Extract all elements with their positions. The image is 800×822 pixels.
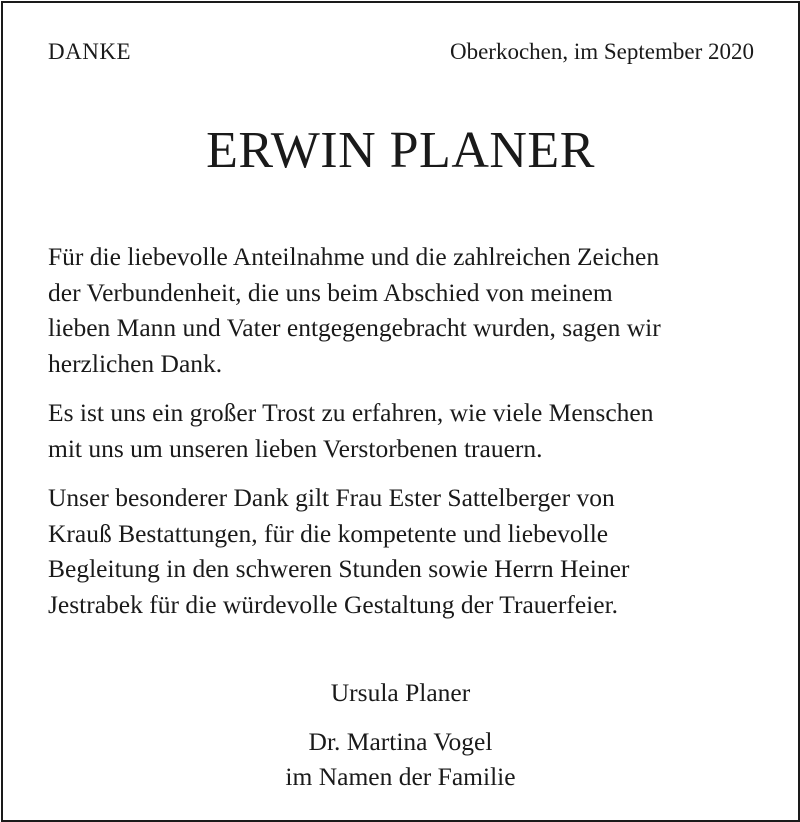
- text-line: Für die liebevolle Anteilnahme und die zahlreichen Zeichen: [48, 242, 660, 271]
- notice-body: [48, 239, 758, 636]
- text-line: lieben Mann und Vater entgegengebracht wurden, sagen wir: [48, 313, 661, 342]
- text-line: der Verbundenheit, die uns beim Abschied von meinem: [48, 277, 613, 307]
- paragraph-thanks: [48, 239, 758, 381]
- deceased-name: ERWIN PLANER: [206, 122, 595, 179]
- text-line: Begleitung in den schweren Stunden sowie Herrn Heiner: [48, 554, 630, 583]
- text-line: mit uns um unseren lieben Verstorbenen trauern.: [48, 433, 543, 463]
- notice-label: DANKE: [48, 39, 131, 64]
- text-line: Unser besonderer Dank gilt Frau Ester Sattelberger von: [48, 483, 615, 512]
- signature-line: Ursula Planer: [330, 678, 471, 707]
- paragraph-special-thanks: [48, 480, 758, 622]
- place-date: Oberkochen, im September 2020: [449, 39, 754, 64]
- notice-frame: [1, 1, 800, 822]
- signature-family: [3, 724, 798, 794]
- text-line: herzlichen Dank.: [48, 348, 223, 378]
- signature-widow: [3, 675, 798, 710]
- signature-line: Dr. Martina Vogel: [308, 727, 493, 756]
- text-line: Es ist uns ein großer Trost zu erfahren, wie viele Menschen: [48, 398, 654, 427]
- signatures: [3, 675, 798, 808]
- signature-line: im Namen der Familie: [285, 762, 516, 791]
- text-line: Krauß Bestattungen, für die kompetente und liebevolle: [48, 518, 609, 548]
- paragraph-comfort: [48, 395, 758, 466]
- text-line: Jestrabek für die würdevolle Gestaltung der Trauerfeier.: [48, 589, 619, 619]
